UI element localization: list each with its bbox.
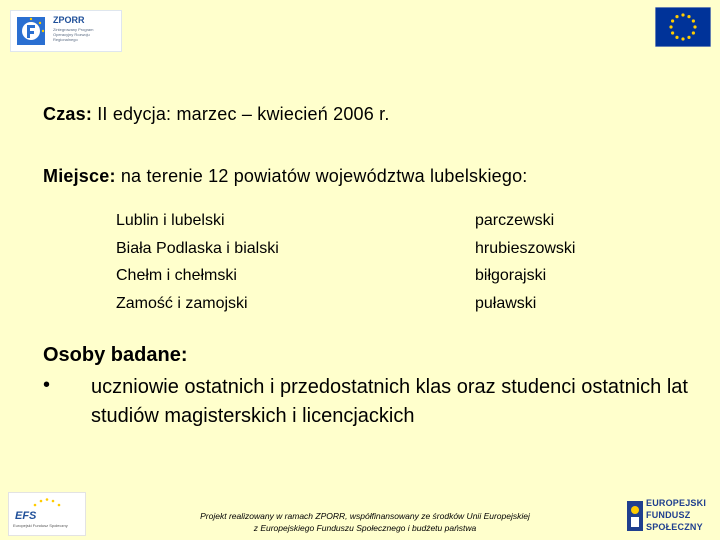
eu-star xyxy=(671,19,674,22)
county-item: Biała Podlaska i bialski xyxy=(116,239,279,257)
czas-row xyxy=(43,104,390,125)
miejsce-value: na terenie 12 powiatów województwa lubelskiego: xyxy=(115,166,528,186)
bullet-item-text: uczniowie ostatnich i przedostatnich klas oraz studenci ostatnich lat studiów magisterskich i licencjackich xyxy=(91,376,688,427)
eu-star xyxy=(681,37,684,40)
zporr-logo-subtitle: Zintegrowany Program Operacyjny Rozwoju Regionalnego xyxy=(53,27,94,42)
counties-right-list xyxy=(475,207,575,317)
efs-logo-text: EFS xyxy=(15,510,37,522)
zporr-logo-title: ZPORR xyxy=(53,15,85,25)
eu-star xyxy=(687,36,690,39)
county-item: puławski xyxy=(475,294,537,312)
eu-star xyxy=(675,15,678,18)
bullet-icon: • xyxy=(43,374,51,396)
eu-star xyxy=(681,13,684,16)
county-item: Zamość i zamojski xyxy=(116,294,248,312)
county-item: Chełm i chełmski xyxy=(116,267,237,284)
czas-label: Czas: xyxy=(43,104,93,124)
zporr-logo xyxy=(10,10,122,52)
eu-fund-line3: SPOŁECZNY xyxy=(646,522,703,532)
zporr-emblem-icon xyxy=(15,15,47,47)
eu-star xyxy=(692,19,695,22)
county-item: hrubieszowski xyxy=(475,239,576,257)
eu-star xyxy=(693,25,696,28)
county-item: biłgorajski xyxy=(475,267,547,284)
funding-note-line1: Projekt realizowany w ramach ZPORR, współfinansowany ze środków Unii Europejskiej xyxy=(200,511,530,521)
eu-fund-line1: EUROPEJSKI xyxy=(646,498,707,508)
eu-star xyxy=(692,31,695,34)
czas-value: II edycja: marzec – kwiecień 2006 r. xyxy=(92,104,390,124)
county-item: parczewski xyxy=(475,212,555,229)
eu-star xyxy=(669,25,672,28)
funding-note xyxy=(150,510,580,534)
eu-fund-line2: FUNDUSZ xyxy=(646,510,691,520)
eu-flag-icon xyxy=(655,7,711,47)
miejsce-row xyxy=(43,166,527,187)
miejsce-label: Miejsce: xyxy=(43,166,116,186)
eu-star xyxy=(675,36,678,39)
funding-note-line2: z Europejskiego Funduszu Społecznego i budżetu państwa xyxy=(253,523,477,533)
efs-logo xyxy=(8,492,86,536)
eu-star xyxy=(687,15,690,18)
counties-left-list xyxy=(116,207,279,317)
eu-social-fund-logo xyxy=(626,498,712,536)
efs-logo-subtitle: Europejski Fundusz Społeczny xyxy=(13,523,68,528)
county-item: Lublin i lubelski xyxy=(116,212,225,229)
osoby-badane-heading: Osoby badane: xyxy=(43,344,188,366)
eu-star xyxy=(671,31,674,34)
efs-stars-icon xyxy=(31,497,63,509)
social-fund-emblem-icon xyxy=(626,500,644,532)
